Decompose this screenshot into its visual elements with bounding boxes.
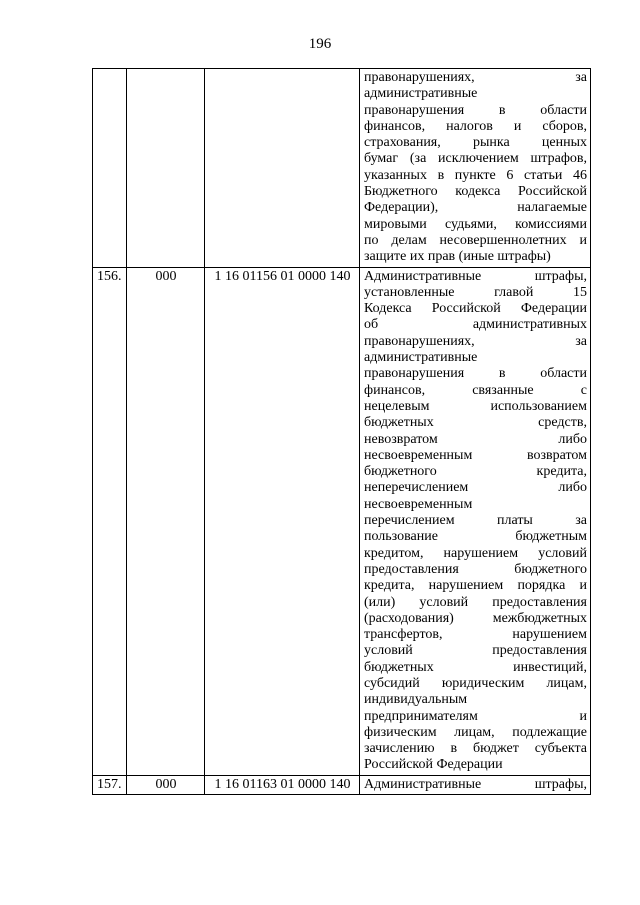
description-line: физическим лицам, подлежащие — [364, 724, 587, 740]
budget-classification-code-cell — [205, 69, 360, 268]
description-line: по делам несовершеннолетних и — [364, 232, 587, 248]
description-cell — [360, 267, 591, 775]
description-line: правонарушениях, за — [364, 333, 587, 349]
description-line: административные — [364, 350, 478, 366]
description-line: установленные главой 15 — [364, 284, 587, 300]
description-cell — [360, 775, 591, 794]
description-line: бумаг (за исключением штрафов, — [364, 151, 587, 167]
revenue-codes-table — [92, 68, 591, 795]
description-cell — [360, 69, 591, 268]
description-line: Административные штрафы, — [364, 268, 587, 284]
description-line: неперечислением либо — [364, 480, 587, 496]
description-line: финансов, связанные с — [364, 382, 587, 398]
admin-code-cell: 000 — [127, 267, 205, 775]
description-line: правонарушениях, за — [364, 70, 587, 85]
description-line: индивидуальным — [364, 692, 468, 708]
table-row — [93, 69, 591, 268]
description-line: условий предоставления — [364, 643, 587, 659]
table-row — [93, 775, 591, 794]
description-line: мировыми судьями, комиссиями — [364, 216, 587, 232]
description-line: бюджетных средств, — [364, 415, 587, 431]
admin-code-cell — [127, 69, 205, 268]
description-line: Федерации), налагаемые — [364, 200, 587, 216]
description-line: административные — [364, 86, 478, 102]
description-line: перечислением платы за — [364, 513, 587, 529]
description-line: несвоевременным — [364, 496, 473, 512]
description-line: указанных в пункте 6 статьи 46 — [364, 167, 587, 183]
description-line: предоставления бюджетного — [364, 561, 587, 577]
description-line: (расходования) межбюджетных — [364, 610, 587, 626]
row-number-cell — [93, 69, 127, 268]
description-line: правонарушения в области — [364, 102, 587, 118]
description-line: пользование бюджетным — [364, 529, 587, 545]
description-line: несвоевременным возвратом — [364, 447, 587, 463]
description-line: Бюджетного кодекса Российской — [364, 184, 587, 200]
description-line: страхования, рынка ценных — [364, 135, 587, 151]
description-line: предпринимателям и — [364, 708, 587, 724]
description-line: Российской Федерации — [364, 757, 503, 773]
description-line: правонарушения в области — [364, 366, 587, 382]
description-line: кредитом, нарушением условий — [364, 545, 587, 561]
budget-classification-code-cell: 1 16 01156 01 0000 140 — [205, 267, 360, 775]
description-line: трансфертов, нарушением — [364, 627, 587, 643]
description-line: об административных — [364, 317, 587, 333]
description-line: (или) условий предоставления — [364, 594, 587, 610]
description-line: кредита, нарушением порядка и — [364, 578, 587, 594]
description-line: Кодекса Российской Федерации — [364, 301, 587, 317]
description-line: финансов, налогов и сборов, — [364, 118, 587, 134]
table-row — [93, 267, 591, 775]
budget-classification-code-cell: 1 16 01163 01 0000 140 — [205, 775, 360, 794]
description-line: бюджетного кредита, — [364, 464, 587, 480]
row-number-cell: 156. — [93, 267, 127, 775]
description-line: невозвратом либо — [364, 431, 587, 447]
description-line: бюджетных инвестиций, — [364, 659, 587, 675]
row-number-cell: 157. — [93, 775, 127, 794]
admin-code-cell: 000 — [127, 775, 205, 794]
description-line: нецелевым использованием — [364, 398, 587, 414]
page-number: 196 — [308, 36, 332, 52]
description-line: Административные штрафы, — [364, 776, 587, 792]
description-line: защите их прав (иные штрафы) — [364, 249, 551, 265]
description-line: субсидий юридическим лицам, — [364, 675, 587, 691]
description-line: зачислению в бюджет субъекта — [364, 741, 587, 757]
